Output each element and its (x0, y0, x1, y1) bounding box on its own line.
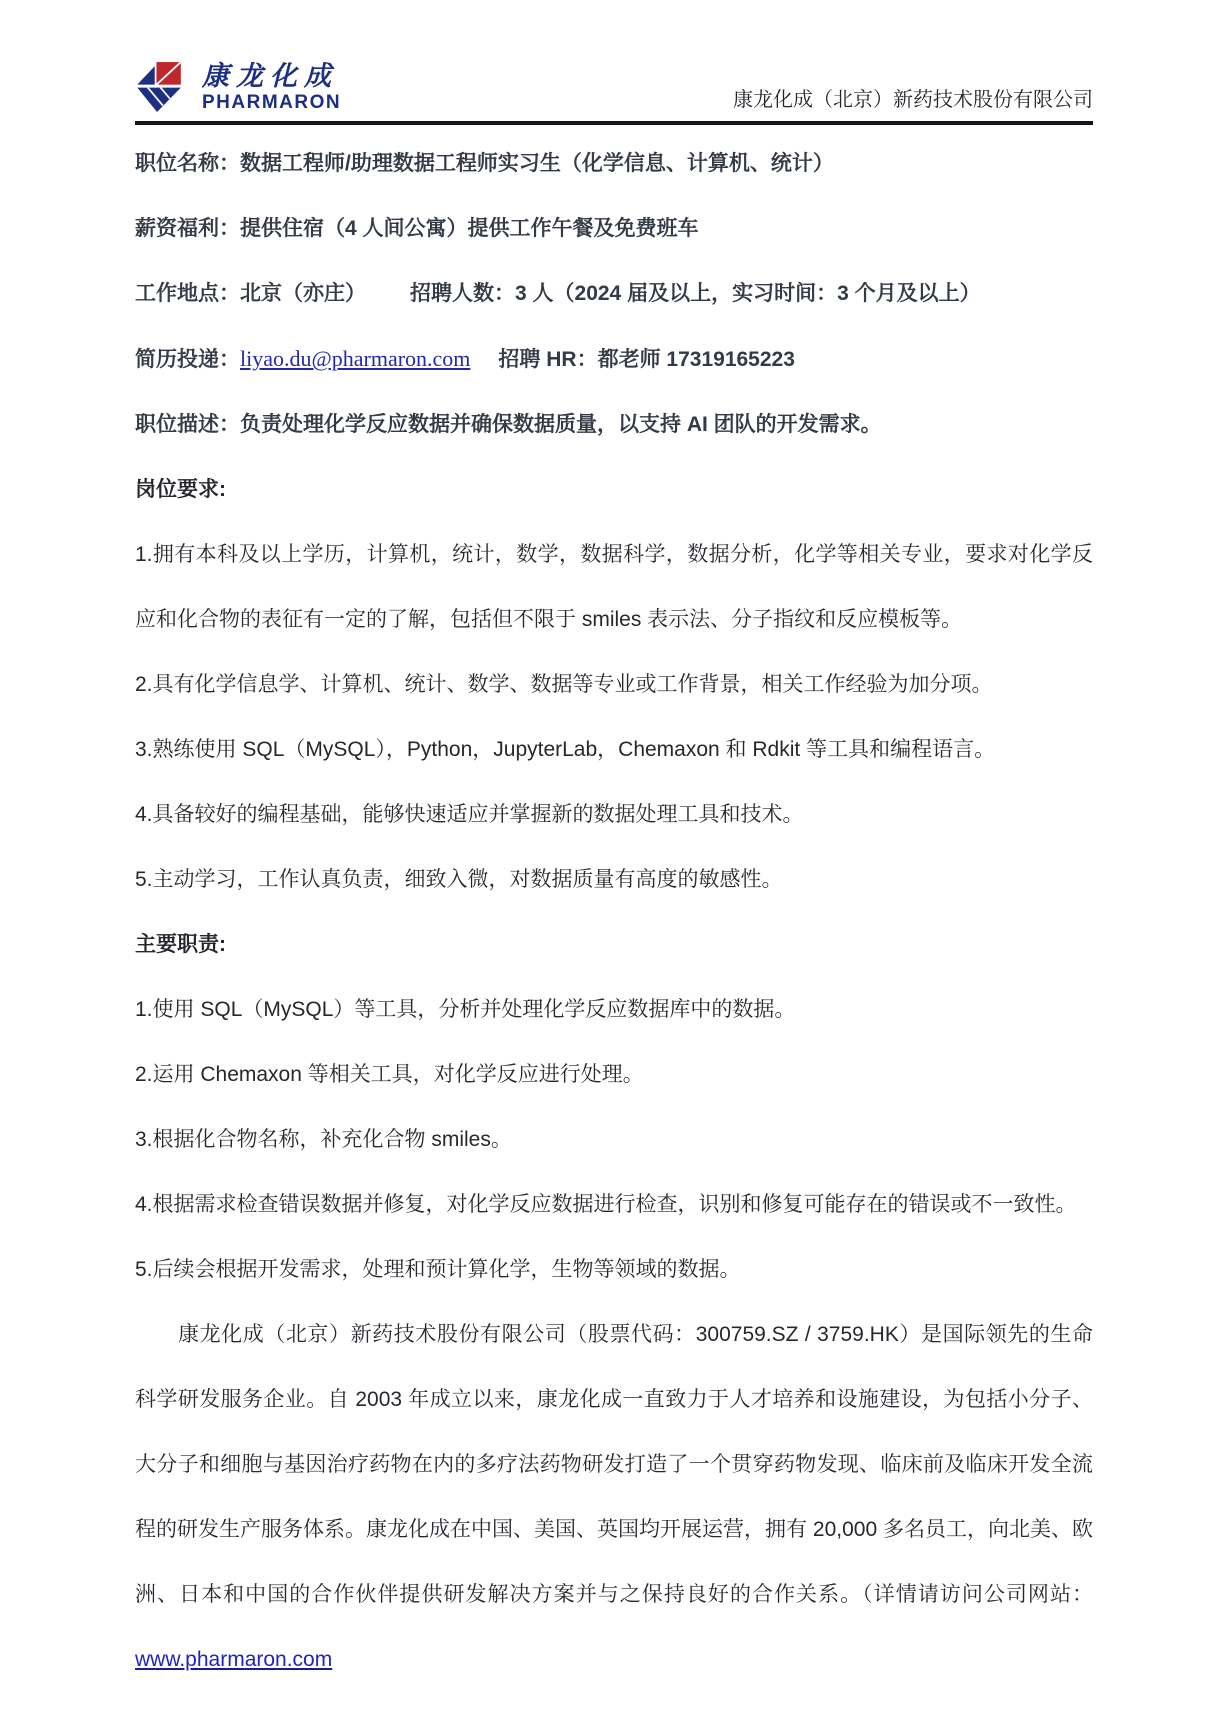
salary-line (135, 196, 1093, 261)
hr-label: 招聘 HR： (498, 348, 598, 371)
job-title-line (135, 131, 1093, 196)
pharmaron-logo-icon (135, 60, 193, 114)
requirement-item: 1.拥有本科及以上学历，计算机，统计，数学，数据科学，数据分析，化学等相关专业，要求对化学反应和化合物的表征有一定的了解，包括但不限于 smiles 表示法、分子指纹和反应模板等。 (135, 543, 1093, 631)
requirement-item: 3.熟练使用 SQL（MySQL），Python，JupyterLab，Chemaxon 和 Rdkit 等工具和编程语言。 (135, 738, 996, 761)
headcount-label: 招聘人数： (410, 282, 515, 305)
duty-item: 4.根据需求检查错误数据并修复，对化学反应数据进行检查，识别和修复可能存在的错误或不一致性。 (135, 1193, 1077, 1216)
job-title-label: 职位名称： (135, 152, 240, 175)
duty-item: 2.运用 Chemaxon 等相关工具，对化学反应进行处理。 (135, 1063, 644, 1086)
headcount-value: 3 人（2024 届及以上，实习时间：3 个月及以上） (515, 282, 981, 305)
company-about-paragraph (135, 1302, 1093, 1692)
job-posting-body (135, 131, 1093, 1692)
hr-contact: 都老师 17319165223 (597, 348, 795, 371)
location-label: 工作地点： (135, 282, 240, 305)
resume-line (135, 326, 1093, 392)
page-header (135, 60, 1093, 125)
duties-list (135, 977, 1093, 1302)
pharmaron-logo (135, 60, 341, 114)
salary-label: 薪资福利： (135, 217, 240, 240)
resume-label: 简历投递： (135, 348, 240, 371)
requirement-item: 5.主动学习，工作认真负责，细致入微，对数据质量有高度的敏感性。 (135, 868, 783, 891)
company-about-text: 康龙化成（北京）新药技术股份有限公司（股票代码：300759.SZ / 3759.HK）是国际领先的生命科学研发服务企业。自 2003 年成立以来，康龙化成一直致力于人才培养和设施建设，为包括小分子、大分子和细胞与基因治疗药物在内的多疗法药物研发打造了一个贯穿药物发现、临床前及临床开发全流程的研发生产服务体系。康龙化成在中国、美国、英国均开展运营，拥有 20,000 多名员工，向北美、欧洲、日本和中国的合作伙伴提供研发解决方案并与之保持良好的合作关系。（详情请访问公司网站： (135, 1323, 1093, 1606)
requirements-list (135, 522, 1093, 912)
requirement-item: 4.具备较好的编程基础，能够快速适应并掌握新的数据处理工具和技术。 (135, 803, 804, 826)
email-link[interactable]: liyao.du@pharmaron.com (240, 346, 471, 371)
website-link[interactable]: www.pharmaron.com (135, 1648, 333, 1671)
duty-item: 1.使用 SQL（MySQL）等工具，分析并处理化学反应数据库中的数据。 (135, 998, 796, 1021)
description-line (135, 392, 1093, 457)
description-value: 负责处理化学反应数据并确保数据质量，以支持 AI 团队的开发需求。 (240, 413, 882, 436)
duties-heading: 主要职责: (135, 933, 226, 956)
duty-item: 5.后续会根据开发需求，处理和预计算化学，生物等领域的数据。 (135, 1258, 741, 1281)
logo-text (202, 60, 342, 113)
duty-item: 3.根据化合物名称，补充化合物 smiles。 (135, 1128, 512, 1151)
salary-value: 提供住宿（4 人间公寓）提供工作午餐及免费班车 (240, 217, 699, 240)
logo-chinese-name: 康龙化成 (202, 60, 338, 91)
job-title-value: 数据工程师/助理数据工程师实习生（化学信息、计算机、统计） (240, 152, 834, 175)
location-headcount-line (135, 261, 1093, 326)
logo-latin-name: PHARMARON (202, 91, 342, 113)
description-label: 职位描述： (135, 413, 240, 436)
requirements-heading: 岗位要求: (135, 478, 226, 501)
location-value: 北京（亦庄） (240, 282, 366, 305)
header-company-name: 康龙化成（北京）新药技术股份有限公司 (733, 89, 1093, 111)
requirement-item: 2.具有化学信息学、计算机、统计、数学、数据等专业或工作背景，相关工作经验为加分项。 (135, 673, 993, 696)
